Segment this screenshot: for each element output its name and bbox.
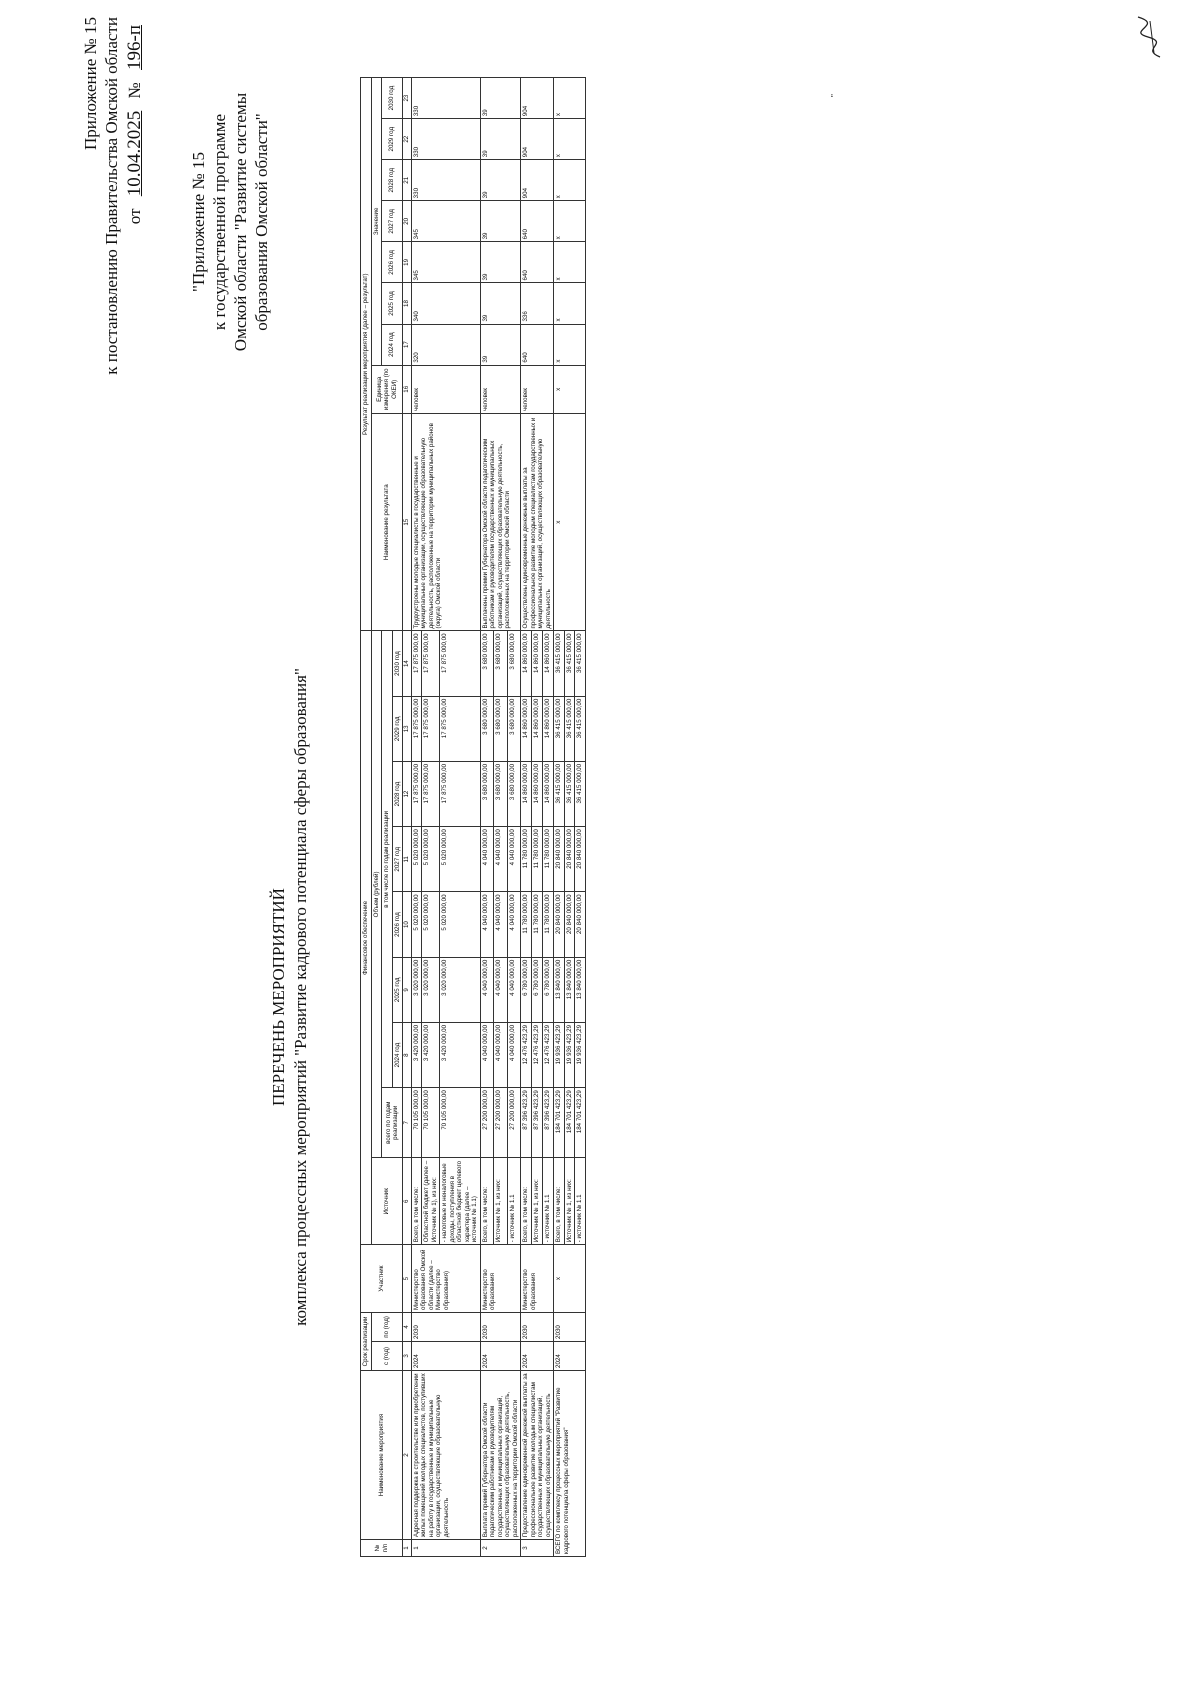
fin-source: - налоговые и неналоговые доходы, поступления в областной бюджет целевого характера (далее – источник № 1.1) [440, 1158, 481, 1245]
result-value: 330 [411, 119, 480, 160]
decree-header [80, 17, 145, 547]
result-value: 340 [411, 283, 480, 324]
fin-year-value: 36 415 000,00 [564, 696, 575, 761]
fin-year-value: 14 860 000,00 [543, 631, 554, 696]
fin-year-value: 4 040 000,00 [480, 1022, 494, 1087]
table-row [480, 78, 494, 1557]
col-volume-header: Объем (рублей) [371, 631, 382, 1158]
fin-year-value: 3 020 000,00 [440, 957, 481, 1022]
fin-year-value: 3 680 000,00 [494, 631, 508, 696]
fin-year-value: 5 020 000,00 [422, 892, 440, 957]
result-value: 39 [480, 283, 521, 324]
fin-year-value: 3 680 000,00 [480, 696, 494, 761]
fin-year-value: 5 020 000,00 [411, 892, 422, 957]
result-value: 904 [521, 119, 554, 160]
result-value: 320 [411, 324, 480, 365]
title-main: ПЕРЕЧЕНЬ МЕРОПРИЯТИЙ [269, 888, 288, 1106]
fin-year-value: 4 040 000,00 [507, 957, 521, 1022]
fin-year-value: 14 860 000,00 [532, 761, 543, 826]
fin-year-value: 4 040 000,00 [494, 892, 508, 957]
fin-year-value: 17 875 000,00 [411, 696, 422, 761]
fin-total: 70 105 000,00 [440, 1088, 481, 1158]
fin-year-value: 20 840 000,00 [564, 827, 575, 892]
fin-source: Источник № 1, из них: [532, 1158, 543, 1245]
fin-year-value: 5 020 000,00 [411, 827, 422, 892]
fin-year-value: 3 420 000,00 [422, 1022, 440, 1087]
fin-year-value: 36 415 000,00 [575, 696, 586, 761]
total-row [554, 78, 565, 1557]
col-to-header: по (год) [371, 1312, 403, 1341]
fin-year-value: 14 860 000,00 [543, 761, 554, 826]
fin-total: 184 701 423,29 [575, 1088, 586, 1158]
period-to: 2030 [480, 1312, 521, 1341]
fin-year-value: 5 020 000,00 [440, 892, 481, 957]
column-number: 9 [403, 957, 412, 1022]
column-number: 11 [403, 827, 412, 892]
fin-total: 184 701 423,29 [564, 1088, 575, 1158]
fin-source: Всего, в том числе: [521, 1158, 532, 1245]
result-value: 39 [480, 78, 521, 119]
fin-year-value: 13 840 000,00 [554, 957, 565, 1022]
fin-year-value: 6 780 000,00 [521, 957, 532, 1022]
fin-year-value: 14 860 000,00 [521, 696, 532, 761]
column-number: 17 [403, 324, 412, 365]
result-name: Выплачены премии Губернатора Омской области педагогическим работникам и руководителям государственных и муниципальных организаций, осуществляющих образовательную деятельность, расположенных на территории Омской области [480, 413, 521, 631]
measures-table [360, 77, 586, 1557]
col-value-header: Значение [371, 78, 382, 366]
fin-year-value: 4 040 000,00 [507, 892, 521, 957]
fin-total: 87 396 423,29 [532, 1088, 543, 1158]
fin-year-value: 36 415 000,00 [564, 631, 575, 696]
table-row [411, 78, 422, 1557]
col-name-header: Наименование мероприятия [361, 1370, 403, 1539]
fin-year-value: 3 680 000,00 [507, 631, 521, 696]
measure-name: Выплата премий Губернатора Омской области педагогическим работникам и руководителям государственных и муниципальных организаций, осуществляющих образовательную деятельность, расположенных на территории Омской области [480, 1370, 521, 1539]
fin-year-value: 17 875 000,00 [440, 696, 481, 761]
result-name: Осуществлены единовременные денежные выплаты за профессиональное развитие молодым специалистам государственных и муниципальных организаций, осуществляющих образовательную деятельность [521, 413, 554, 631]
column-number: 4 [403, 1312, 412, 1341]
fin-year-value: 17 875 000,00 [440, 631, 481, 696]
fin-year-value: 20 840 000,00 [575, 827, 586, 892]
column-number: 3 [403, 1341, 412, 1370]
column-number: 22 [403, 119, 412, 160]
result-name: Трудоустроены молодые специалисты в государственные и муниципальные организации, осуществляющие образовательную деятельность, расположенные на территории муниципальных районов (округа) Омской области [411, 413, 480, 631]
result-value: 345 [411, 242, 480, 283]
fin-year-value: 4 040 000,00 [480, 892, 494, 957]
result-value: 336 [521, 283, 554, 324]
table-row [521, 78, 532, 1557]
fin-year-value: 20 840 000,00 [564, 892, 575, 957]
fin-source: Всего, в том числе: [480, 1158, 494, 1245]
row-num: 2 [480, 1540, 521, 1557]
fin-year-value: 11 780 000,00 [521, 892, 532, 957]
fin-source: Всего, в том числе: [554, 1158, 565, 1245]
result-value: x [554, 324, 586, 365]
result-value: 39 [480, 119, 521, 160]
fin-total: 70 105 000,00 [411, 1088, 422, 1158]
column-number-row [403, 78, 412, 1557]
result-unit: человек [480, 365, 521, 413]
value-year-2029: 2029 год [382, 119, 403, 160]
fin-year-value: 13 840 000,00 [575, 957, 586, 1022]
period-to: 2030 [554, 1312, 586, 1341]
fin-total: 184 701 423,29 [554, 1088, 565, 1158]
fin-year-value: 36 415 000,00 [564, 761, 575, 826]
fin-year-value: 11 780 000,00 [532, 892, 543, 957]
fin-year-value: 12 476 423,29 [532, 1022, 543, 1087]
col-participant-header: Участник [361, 1245, 403, 1313]
fin-source: - источник № 1.1 [543, 1158, 554, 1245]
participant: x [554, 1245, 586, 1313]
column-number: 1 [403, 1540, 412, 1557]
result-unit: человек [521, 365, 554, 413]
fin-year-value: 4 040 000,00 [494, 1022, 508, 1087]
fin-source: - источник № 1.1 [575, 1158, 586, 1245]
fin-year-value: 3 020 000,00 [411, 957, 422, 1022]
column-number: 6 [403, 1158, 412, 1245]
col-incl-header: в том числе по годам реализации [382, 631, 393, 1088]
fin-year-value: 5 020 000,00 [422, 827, 440, 892]
fin-year-value: 14 860 000,00 [521, 631, 532, 696]
fin-year-value: 14 860 000,00 [543, 696, 554, 761]
fin-year-value: 12 476 423,29 [521, 1022, 532, 1087]
fin-source: - источник № 1.1 [507, 1158, 521, 1245]
fin-year-2028: 2028 год [392, 761, 403, 826]
result-value: 640 [521, 242, 554, 283]
fin-year-value: 4 040 000,00 [494, 827, 508, 892]
row-num: 1 [411, 1540, 480, 1557]
period-from: 2024 [554, 1341, 586, 1370]
fin-year-value: 3 680 000,00 [480, 631, 494, 696]
fin-year-value: 17 875 000,00 [422, 631, 440, 696]
result-name: x [554, 413, 586, 631]
result-value: 640 [521, 201, 554, 242]
fin-source: Источник № 1, из них: [494, 1158, 508, 1245]
fin-total: 27 200 000,00 [494, 1088, 508, 1158]
value-year-2028: 2028 год [382, 160, 403, 201]
decree-label: к постановлению Правительства Омской области [102, 17, 121, 375]
result-value: 904 [521, 78, 554, 119]
participant: Министерство образования Омской области (далее – Министерство образования) [411, 1245, 480, 1313]
fin-year-value: 19 936 423,29 [564, 1022, 575, 1087]
fin-year-value: 4 040 000,00 [507, 827, 521, 892]
col-from-header: с (год) [371, 1341, 403, 1370]
fin-year-value: 14 860 000,00 [521, 761, 532, 826]
decree-number: 196-п [124, 25, 145, 70]
fin-year-2029: 2029 год [392, 696, 403, 761]
result-value: x [554, 78, 586, 119]
period-from: 2024 [521, 1341, 554, 1370]
result-value: x [554, 201, 586, 242]
measure-name: Адресная поддержка в строительстве или приобретении жилых помещений молодых специалистов, поступивших на работу в государственные и муниципальные организации, осуществляющие образовательную деятельность [411, 1370, 480, 1539]
fin-year-value: 36 415 000,00 [575, 761, 586, 826]
fin-year-value: 6 780 000,00 [543, 957, 554, 1022]
fin-year-value: 14 860 000,00 [532, 696, 543, 761]
period-from: 2024 [480, 1341, 521, 1370]
fin-year-value: 11 780 000,00 [521, 827, 532, 892]
fin-year-value: 11 780 000,00 [532, 827, 543, 892]
participant: Министерство образования [480, 1245, 521, 1313]
fin-year-value: 13 840 000,00 [564, 957, 575, 1022]
value-year-2026: 2026 год [382, 242, 403, 283]
document-title [268, 497, 312, 1497]
column-number: 18 [403, 283, 412, 324]
column-number: 23 [403, 78, 412, 119]
fin-total: 87 396 423,29 [543, 1088, 554, 1158]
signature-mark [1120, 7, 1180, 67]
col-result-name-header: Наименование результата [371, 413, 403, 631]
measures-table-wrapper [360, 77, 586, 1557]
col-total-header: всего по годам реализации [382, 1088, 403, 1158]
fin-year-value: 4 040 000,00 [480, 827, 494, 892]
column-number: 19 [403, 242, 412, 283]
fin-year-value: 11 780 000,00 [543, 827, 554, 892]
program-header: "Приложение № 15 к государственной программе Омской области "Развитие системы образования Омской области" [189, 92, 271, 352]
fin-year-value: 3 680 000,00 [480, 761, 494, 826]
fin-year-value: 36 415 000,00 [554, 631, 565, 696]
col-unit-header: Единица измерения (по ОКЕИ) [371, 365, 403, 413]
fin-year-value: 3 680 000,00 [494, 696, 508, 761]
fin-year-2024: 2024 год [392, 1022, 403, 1087]
fin-year-value: 6 780 000,00 [532, 957, 543, 1022]
col-num-header: № п/п [361, 1540, 403, 1557]
column-number: 8 [403, 1022, 412, 1087]
page-mark: " [830, 94, 839, 97]
column-number: 2 [403, 1370, 412, 1539]
column-number: 21 [403, 160, 412, 201]
fin-year-value: 3 680 000,00 [507, 761, 521, 826]
fin-year-value: 19 936 423,29 [554, 1022, 565, 1087]
result-value: 39 [480, 160, 521, 201]
decree-date: 10.04.2025 [124, 110, 145, 197]
fin-year-value: 17 875 000,00 [411, 631, 422, 696]
col-finance-header: Финансовое обеспечение [361, 631, 372, 1245]
column-number: 20 [403, 201, 412, 242]
fin-year-value: 20 840 000,00 [554, 892, 565, 957]
result-value: 640 [521, 324, 554, 365]
result-value: 345 [411, 201, 480, 242]
measure-name: Предоставление единовременной денежной выплаты за профессиональное развитие молодым специалистам государственных и муниципальных организаций, осуществляющих образовательную деятельность [521, 1370, 554, 1539]
result-value: 39 [480, 242, 521, 283]
result-unit: человек [411, 365, 480, 413]
result-value: 330 [411, 160, 480, 201]
column-number: 7 [403, 1088, 412, 1158]
fin-year-value: 19 936 423,29 [575, 1022, 586, 1087]
fin-year-value: 3 420 000,00 [440, 1022, 481, 1087]
decree-date-line: от 10.04.2025 № 196-п [124, 17, 145, 547]
result-value: x [554, 283, 586, 324]
fin-year-value: 11 780 000,00 [543, 892, 554, 957]
period-from: 2024 [411, 1341, 480, 1370]
column-number: 12 [403, 761, 412, 826]
fin-year-value: 20 840 000,00 [575, 892, 586, 957]
fin-source: Областной бюджет (далее – Источник № 1), из них: [422, 1158, 440, 1245]
fin-year-2027: 2027 год [392, 827, 403, 892]
column-number: 15 [403, 413, 412, 631]
value-year-2024: 2024 год [382, 324, 403, 365]
fin-year-value: 17 875 000,00 [422, 761, 440, 826]
period-to: 2030 [521, 1312, 554, 1341]
fin-year-value: 20 840 000,00 [554, 827, 565, 892]
fin-year-value: 36 415 000,00 [554, 696, 565, 761]
title-sub: комплекса процессных мероприятий "Развитие кадрового потенциала сферы образования" [291, 668, 310, 1326]
fin-year-value: 36 415 000,00 [554, 761, 565, 826]
column-number: 10 [403, 892, 412, 957]
fin-year-value: 4 040 000,00 [507, 1022, 521, 1087]
result-value: x [554, 242, 586, 283]
measures-body [411, 78, 585, 1557]
fin-year-value: 5 020 000,00 [440, 827, 481, 892]
fin-year-2025: 2025 год [392, 957, 403, 1022]
result-value: x [554, 160, 586, 201]
fin-year-value: 4 040 000,00 [494, 957, 508, 1022]
result-value: 39 [480, 201, 521, 242]
fin-year-value: 3 420 000,00 [411, 1022, 422, 1087]
fin-year-value: 3 680 000,00 [494, 761, 508, 826]
fin-year-value: 12 476 423,29 [543, 1022, 554, 1087]
fin-total: 27 200 000,00 [480, 1088, 494, 1158]
fin-total: 87 396 423,29 [521, 1088, 532, 1158]
value-year-2030: 2030 год [382, 78, 403, 119]
value-year-2027: 2027 год [382, 201, 403, 242]
fin-year-value: 14 860 000,00 [532, 631, 543, 696]
result-value: 904 [521, 160, 554, 201]
col-source-header: Источник [371, 1158, 403, 1245]
col-result-header: Результат реализации мероприятия (далее – результат) [361, 78, 372, 631]
fin-year-value: 3 020 000,00 [422, 957, 440, 1022]
fin-year-value: 36 415 000,00 [575, 631, 586, 696]
column-number: 13 [403, 696, 412, 761]
fin-year-value: 17 875 000,00 [411, 761, 422, 826]
fin-year-2030: 2030 год [392, 631, 403, 696]
result-unit: x [554, 365, 586, 413]
fin-year-value: 4 040 000,00 [480, 957, 494, 1022]
fin-year-value: 17 875 000,00 [440, 761, 481, 826]
column-number: 14 [403, 631, 412, 696]
fin-year-2026: 2026 год [392, 892, 403, 957]
appendix-label: Приложение № 15 [81, 17, 100, 150]
fin-total: 70 105 000,00 [422, 1088, 440, 1158]
period-to: 2030 [411, 1312, 480, 1341]
fin-total: 27 200 000,00 [507, 1088, 521, 1158]
fin-source: Всего, в том числе: [411, 1158, 422, 1245]
fin-year-value: 3 680 000,00 [507, 696, 521, 761]
fin-year-value: 17 875 000,00 [422, 696, 440, 761]
participant: Министерство образования [521, 1245, 554, 1313]
total-name: ВСЕГО по комплексу процессных мероприятий "Развитие кадрового потенциала сферы образования" [554, 1370, 586, 1556]
result-value: x [554, 119, 586, 160]
value-year-2025: 2025 год [382, 283, 403, 324]
result-value: 39 [480, 324, 521, 365]
fin-source: Источник № 1, из них: [564, 1158, 575, 1245]
col-period-header: Срок реализации [361, 1312, 372, 1370]
column-number: 16 [403, 365, 412, 413]
column-number: 5 [403, 1245, 412, 1313]
row-num: 3 [521, 1540, 554, 1557]
result-value: 330 [411, 78, 480, 119]
